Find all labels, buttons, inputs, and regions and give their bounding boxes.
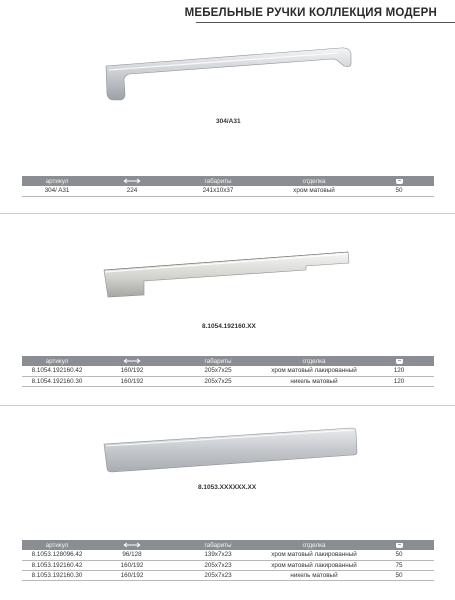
table-row (22, 570, 434, 580)
cell-finish: хром матовый лакированный (264, 560, 364, 570)
table-row (22, 186, 434, 196)
cell-finish: никель матовый (264, 376, 364, 386)
cell-finish: хром матовый (264, 186, 364, 196)
handle-box-icon (395, 542, 404, 549)
double-arrow-icon (123, 178, 141, 184)
spec-table-3 (22, 540, 434, 581)
column-finish: отделка (302, 541, 326, 549)
section-divider (0, 213, 455, 214)
table-header-row (22, 356, 434, 366)
column-dimensions: габариты (204, 177, 232, 185)
cell-count: 50 (364, 550, 434, 560)
cell-article: 8.1053.192160.42 (22, 560, 92, 570)
cell-finish: никель матовый (264, 570, 364, 580)
cell-article: 8.1054.192160.30 (22, 376, 92, 386)
section-divider (0, 405, 455, 406)
column-article: артикул (45, 357, 69, 365)
column-finish: отделка (302, 177, 326, 185)
product-code: 304/A31 (216, 118, 241, 125)
column-length (92, 356, 172, 366)
cell-dimensions: 205x7x25 (172, 366, 264, 376)
page-title: МЕБЕЛЬНЫЕ РУЧКИ КОЛЛЕКЦИЯ МОДЕРН (184, 7, 437, 19)
cell-count: 75 (364, 560, 434, 570)
product-image-8-1053 (100, 426, 360, 474)
column-article: артикул (45, 177, 69, 185)
double-arrow-icon (123, 358, 141, 364)
table-row (22, 366, 434, 376)
cell-finish: хром матовый лакированный (264, 366, 364, 376)
cell-length: 160/192 (92, 376, 172, 386)
cell-dimensions: 241x10x37 (172, 186, 264, 196)
cell-count: 120 (364, 366, 434, 376)
cell-article: 8.1054.192160.42 (22, 366, 92, 376)
cell-length: 224 (92, 186, 172, 196)
spec-table-1 (22, 176, 434, 197)
table-row (22, 550, 434, 560)
column-dimensions: габариты (204, 357, 232, 365)
handle-box-icon (395, 178, 404, 185)
cell-dimensions: 205x7x25 (172, 376, 264, 386)
column-dimensions: габариты (204, 541, 232, 549)
double-arrow-icon (123, 542, 141, 548)
product-image-8-1054 (100, 250, 355, 298)
cell-article: 304/ A31 (22, 186, 92, 196)
header-rule (196, 22, 455, 23)
product-image-304-a31 (100, 44, 355, 106)
cell-finish: хром матовый лакированный (264, 550, 364, 560)
column-finish: отделка (302, 357, 326, 365)
table-header-row (22, 540, 434, 550)
cell-article: 8.1053.192160.30 (22, 570, 92, 580)
column-length (92, 176, 172, 186)
cell-length: 160/192 (92, 570, 172, 580)
table-row (22, 376, 434, 386)
cell-dimensions: 139x7x23 (172, 550, 264, 560)
table-header-row (22, 176, 434, 186)
handle-box-icon (395, 358, 404, 365)
cell-dimensions: 205x7x23 (172, 560, 264, 570)
cell-length: 96/128 (92, 550, 172, 560)
cell-length: 160/192 (92, 560, 172, 570)
column-article: артикул (45, 541, 69, 549)
cell-count: 50 (364, 570, 434, 580)
cell-count: 50 (364, 186, 434, 196)
table-row (22, 560, 434, 570)
cell-count: 120 (364, 376, 434, 386)
cell-article: 8.1053.128096.42 (22, 550, 92, 560)
page-header (0, 0, 455, 28)
product-code: 8.1054.192160.XX (202, 323, 256, 330)
cell-length: 160/192 (92, 366, 172, 376)
column-count (364, 540, 434, 550)
cell-dimensions: 205x7x23 (172, 570, 264, 580)
product-code: 8.1053.XXXXXX.XX (198, 484, 257, 491)
spec-table-2 (22, 356, 434, 387)
column-length (92, 540, 172, 550)
column-count (364, 356, 434, 366)
column-count (364, 176, 434, 186)
